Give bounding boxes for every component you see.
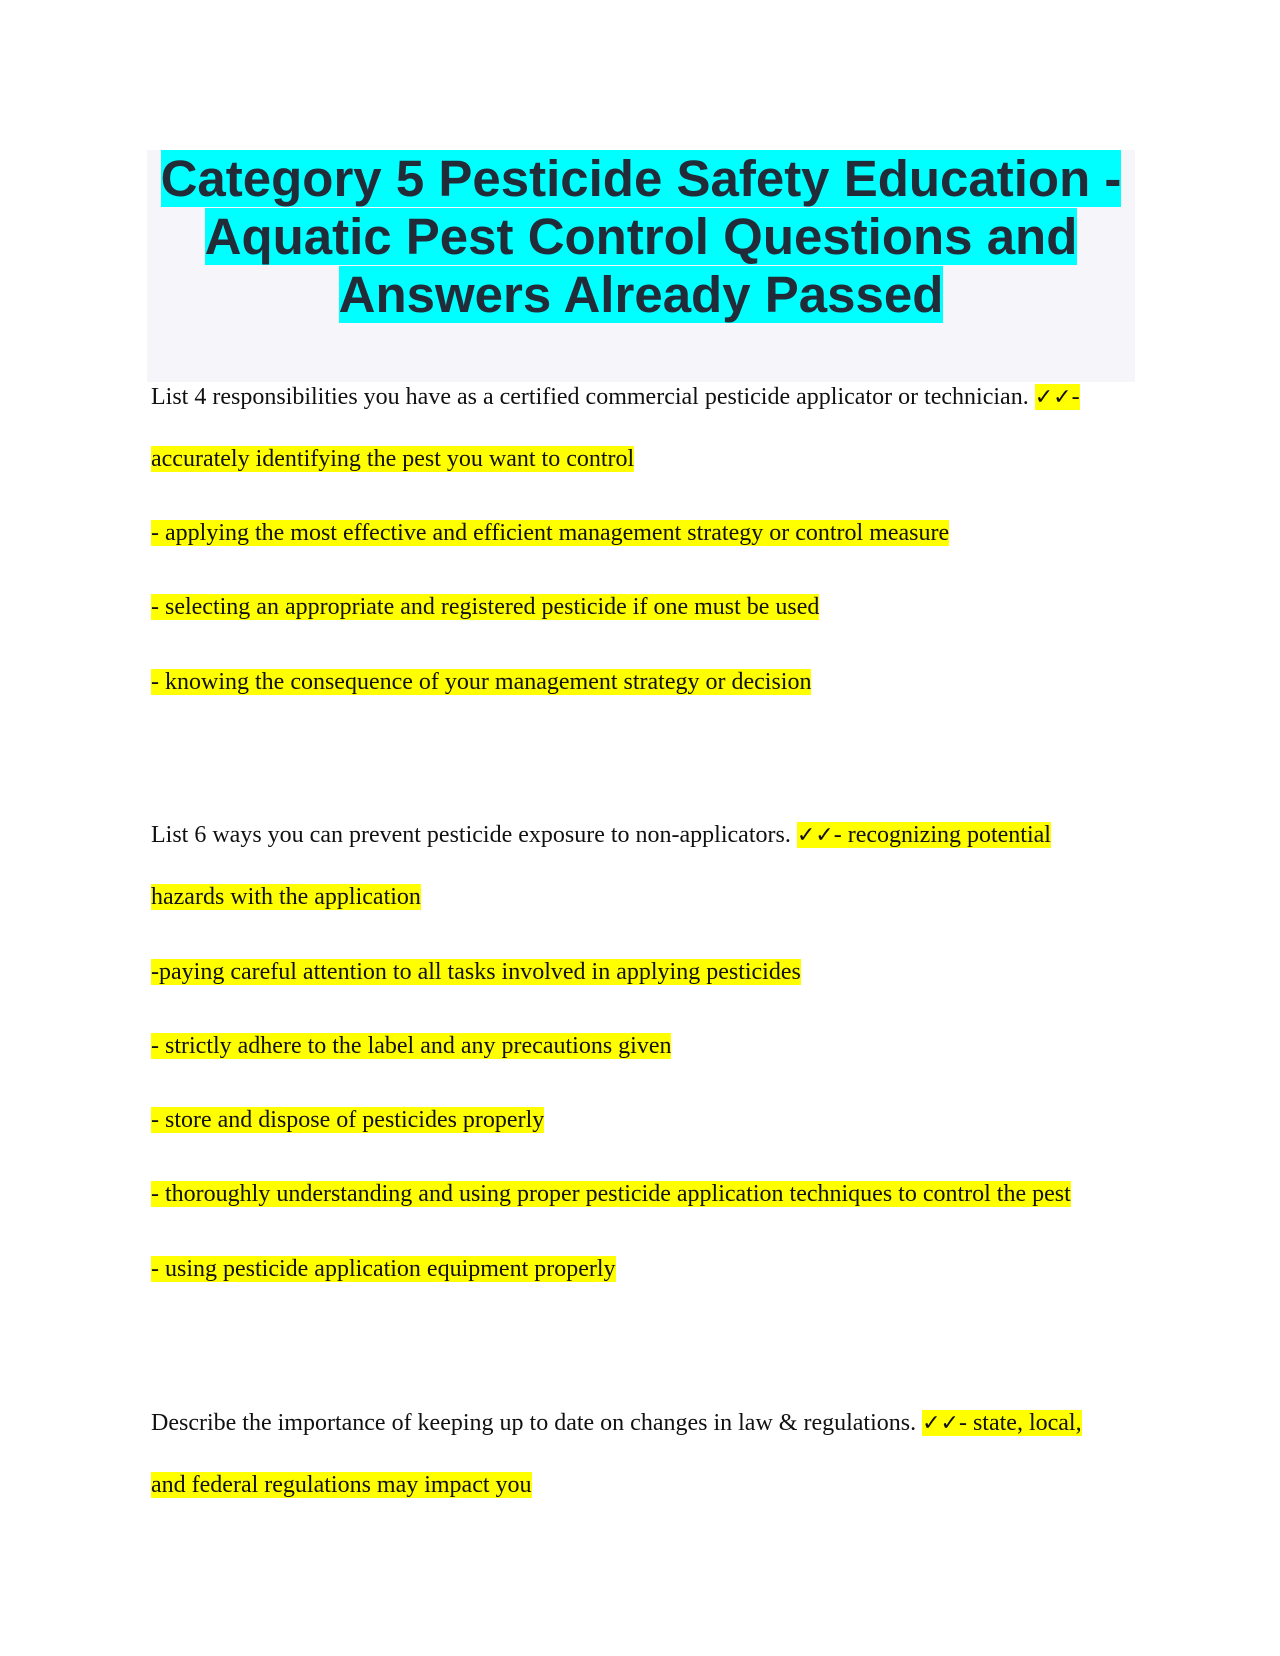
answer-text: hazards with the application [151, 884, 421, 910]
answer-text: - thoroughly understanding and using proper pesticide application techniques to control the pest [151, 1181, 1071, 1207]
answer-text: - store and dispose of pesticides properly [151, 1107, 545, 1133]
answer-line [151, 1177, 1071, 1211]
answer-start-text: - state, local, [958, 1410, 1082, 1436]
answer-text: -paying careful attention to all tasks involved in applying pesticides [151, 959, 801, 985]
question-text: Describe the importance of keeping up to date on changes in law & regulations. [151, 1410, 917, 1436]
answer-text: accurately identifying the pest you want to control [151, 446, 635, 472]
answer-text: - knowing the consequence of your management strategy or decision [151, 669, 812, 695]
double-check-icon: ✓✓ [796, 823, 834, 848]
answer-line [151, 1252, 616, 1286]
question-text: List 6 ways you can prevent pesticide exposure to non-applicators. [151, 822, 791, 848]
answer-line [151, 880, 421, 914]
title-line-1: Category 5 Pesticide Safety Education - [160, 150, 1122, 207]
answer-line [151, 516, 949, 550]
question-text: List 4 responsibilities you have as a certified commercial pesticide applicator or technician. [151, 384, 1029, 410]
answer-text: - selecting an appropriate and registered pesticide if one must be used [151, 594, 820, 620]
answer-start-highlight [1035, 384, 1080, 410]
title-line-3: Answers Already Passed [338, 266, 944, 323]
double-check-icon: ✓✓ [922, 1411, 959, 1436]
answer-start-highlight [922, 1410, 1082, 1436]
answer-start-text: - recognizing potential [833, 822, 1051, 848]
answer-line [151, 442, 634, 476]
answer-text: - applying the most effective and efficient management strategy or control measure [151, 520, 950, 546]
document-title [147, 150, 1135, 324]
answer-text: - using pesticide application equipment properly [151, 1256, 616, 1282]
answer-text: - strictly adhere to the label and any precautions given [151, 1033, 672, 1059]
answer-line [151, 1029, 671, 1063]
answer-line [151, 955, 801, 989]
answer-start-text: - [1071, 384, 1080, 410]
answer-line [151, 665, 811, 699]
question-1 [151, 380, 1080, 415]
answer-line [151, 1468, 532, 1502]
answer-line [151, 590, 819, 624]
double-check-icon: ✓✓ [1034, 385, 1072, 410]
answer-text: and federal regulations may impact you [151, 1472, 532, 1498]
answer-line [151, 1103, 544, 1137]
answer-start-highlight [797, 822, 1051, 848]
question-3 [151, 1406, 1082, 1441]
title-line-2: Aquatic Pest Control Questions and [204, 208, 1078, 265]
question-2 [151, 818, 1051, 853]
